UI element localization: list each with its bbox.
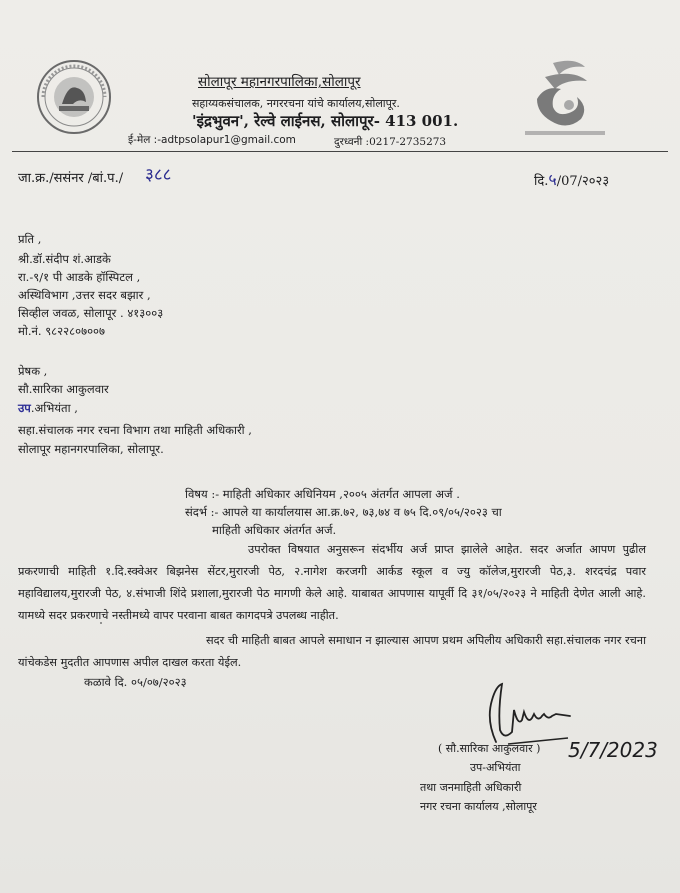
subject-sandarbha-cont: माहिती अधिकार अंतर्गत अर्ज.	[212, 523, 337, 537]
letterhead-org: सोलापूर महानगरपालिका,सोलापूर	[198, 74, 361, 90]
sender-line3: सहा.संचालक नगर रचना विभाग तथा माहिती अधिकारी ,	[18, 423, 252, 437]
letterhead-phone: दुरध्वनी :0217-2735273	[334, 136, 447, 148]
reference-number: ३८८	[145, 165, 172, 185]
signatory-role: तथा जनमाहिती अधिकारी	[420, 781, 522, 794]
recipient-line: अस्थिविभाग ,उत्तर सदर बझार ,	[18, 288, 151, 302]
letterhead-email: ई-मेल :-adtpsolapur1@gmail.com	[128, 134, 296, 146]
letterhead-address: 'इंद्रभुवन', रेल्वे लाईनस, सोलापूर- 413 001.	[192, 112, 459, 130]
kalave-date: कळावे दि. ०५/०७/२०२३	[84, 675, 187, 689]
subject-vishay: विषय :- माहिती अधिकार अधिनियम ,२००५ अंतर्गत आपला अर्ज .	[185, 487, 460, 501]
sender-line4: सोलापूर महानगरपालिका, सोलापूर.	[18, 442, 164, 456]
corporation-logo-icon	[515, 55, 615, 140]
letterhead-office: सहाय्यकसंचालक, नगररचना यांचे कार्यालय,सोलापूर.	[192, 97, 400, 110]
sender-designation	[18, 401, 78, 416]
signatory-name: ( सौ.सारिका आकुलवार )	[438, 742, 541, 755]
municipal-seal-icon	[35, 58, 113, 136]
sender-name: सौ.सारिका आकुलवार	[18, 382, 109, 396]
signatory-office: नगर रचना कार्यालय ,सोलापूर	[420, 800, 537, 813]
letter-date	[534, 168, 609, 190]
subject-sandarbha: संदर्भ :- आपले या कार्यालयास आ.क्र.७२, ७३,७४ व ७५ दि.०९/०५/२०२३ चा	[185, 505, 502, 519]
body-paragraph-1: उपरोक्त विषयात अनुसरून संदर्भीय अर्ज प्राप्त झालेले आहेत. सदर अर्जात आपण पुढील प्रकरणाची माहिती १.दि.स्क्वेअर बिझनेस सेंटर,मुरारजी पेठ, २.नागेश करजगी आर्कड स्कूल व ज्यु कॉलेज,मुरारजी पेठ,३. शरदचंद्र पवार महाविद्यालय,मुरारजी पेठ, ४.संभाजी शिंदे प्रशाला,मुरारजी पेठ मागणी केले आहे. याबाबत आपणास यापूर्वी दि ३१/०५/२०२३ ने माहिती देणेत आली आहे. यामध्ये सदर प्रकरणाचे नस्तीमध्ये वापर परवाना बाबत कागदपत्रे उपलब्ध नाहीत.	[18, 543, 646, 622]
date-day-handwritten: ५	[548, 170, 557, 189]
recipient-prati: प्रति ,	[18, 232, 42, 246]
handwritten-signature-icon	[478, 680, 578, 750]
designation-prefix-handwritten: उप	[18, 401, 31, 415]
signature-date-handwritten: 5/7/2023	[568, 738, 658, 762]
recipient-line: रा.-९/१ पी आडके हॉस्पिटल ,	[18, 270, 141, 284]
signatory-designation: उप-अभियंता	[470, 761, 521, 774]
speck	[100, 622, 102, 624]
recipient-line: सिव्हील जवळ, सोलापूर . ४१३००३	[18, 306, 164, 320]
designation-rest: .अभियंता ,	[30, 401, 78, 415]
body-paragraph-2: सदर ची माहिती बाबत आपले समाधान न झाल्यास आपण प्रथम अपिलीय अधिकारी सहा.संचालक नगर रचना यांचेकडेस मुदतीत आपणास अपील दाखल करता येईल.	[18, 634, 646, 669]
date-prefix: दि.	[534, 174, 549, 189]
reference-label: जा.क्र./ससंनर /बां.प./	[18, 171, 124, 186]
sender-label: प्रेषक ,	[18, 364, 48, 378]
recipient-line: श्री.डॉ.संदीप शं.आडके	[18, 252, 111, 266]
date-rest: /07/२०२३	[556, 174, 610, 189]
recipient-line: मो.नं. ९८२२८०७००७	[18, 324, 106, 338]
letterhead-divider	[12, 151, 668, 152]
